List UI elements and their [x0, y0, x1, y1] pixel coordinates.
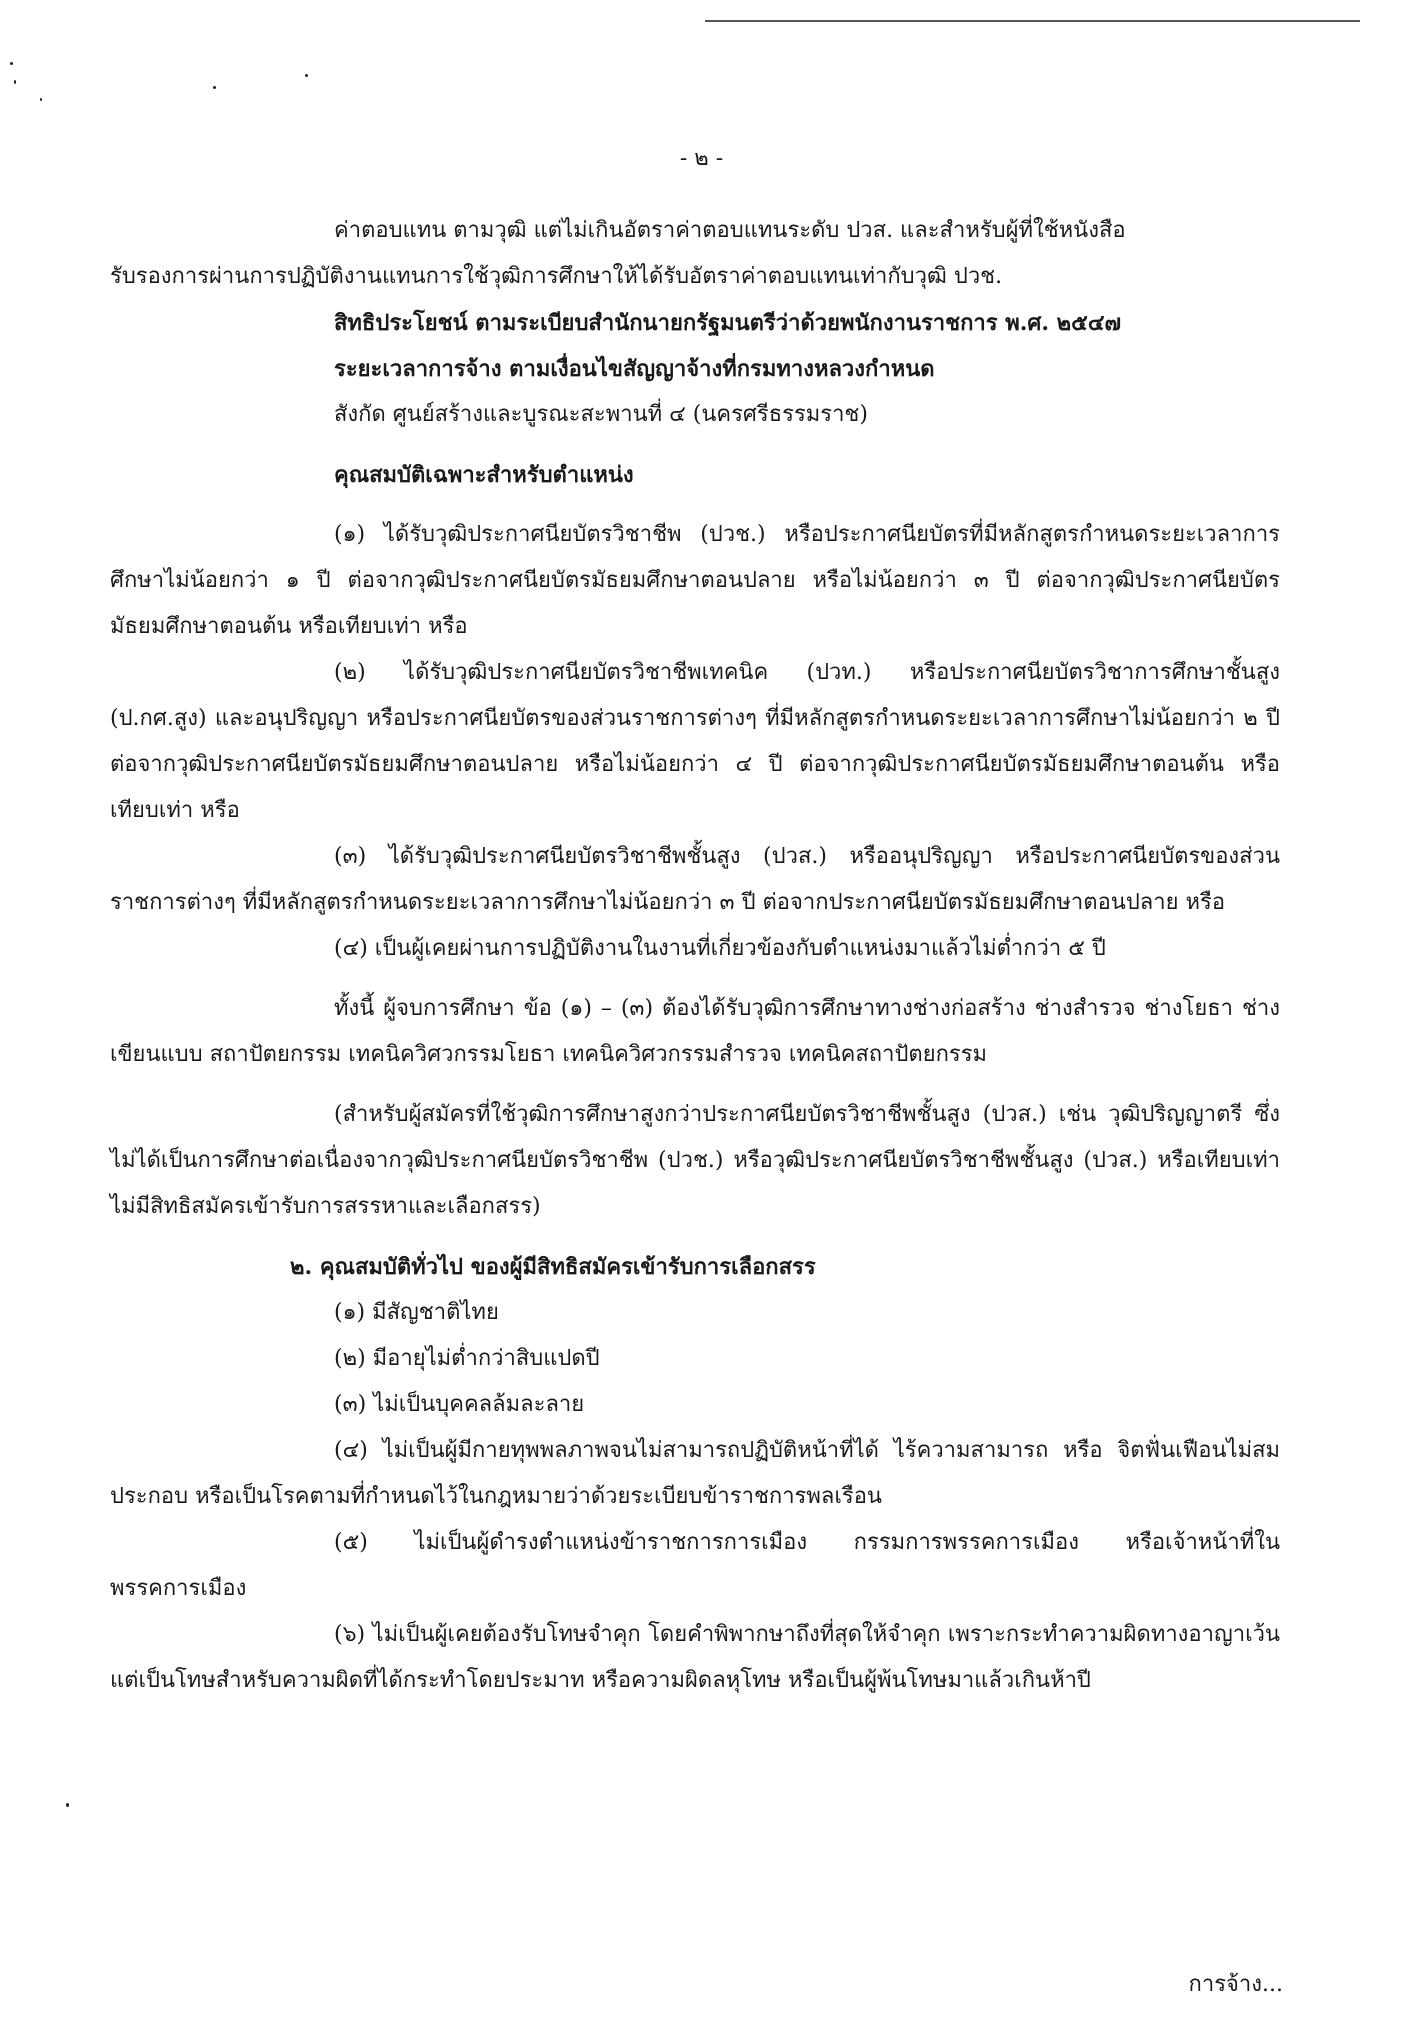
specific-qualification-3: (๓) ได้รับวุฒิประกาศนียบัตรวิชาชีพชั้นสูง (ปวส.) หรืออนุปริญญา หรือประกาศนียบัตรของส่วนราชการต่างๆ ที่มีหลักสูตรกำหนดระยะเวลาการศึกษาไม่น้อยกว่า ๓ ปี ต่อจากประกาศนียบัตรมัธยมศึกษาตอนปลาย หรือ — [110, 844, 1280, 915]
page-number: - ๒ - — [679, 146, 724, 171]
employment-period-line: ระยะเวลาการจ้าง ตามเงื่อนไขสัญญาจ้างที่กรมทางหลวงกำหนด — [334, 356, 935, 382]
higher-degree-note: (สำหรับผู้สมัครที่ใช้วุฒิการศึกษาสูงกว่าประกาศนียบัตรวิชาชีพชั้นสูง (ปวส.) เช่น วุฒิปริญญาตรี ซึ่งไม่ได้เป็นการศึกษาต่อเนื่องจากวุฒิประกาศนียบัตรวิชาชีพ (ปวช.) หรือวุฒิประกาศนียบัตรวิชาชีพชั้นสูง (ปวส.) หรือเทียบเท่า ไม่มีสิทธิสมัครเข้ารับการสรรหาและเลือกสรร) — [110, 1102, 1280, 1219]
qualification-note: ทั้งนี้ ผู้จบการศึกษา ข้อ (๑) – (๓) ต้องได้รับวุฒิการศึกษาทางช่างก่อสร้าง ช่างสำรวจ ช่างโยธา ช่างเขียนแบบ สถาปัตยกรรม เทคนิควิศวกรรมโยธา เทคนิควิศวกรรมสำรวจ เทคนิคสถาปัตยกรรม — [110, 996, 1280, 1067]
top-rule — [705, 20, 1360, 22]
scan-speck — [66, 1803, 69, 1807]
general-qualification-6: (๖) ไม่เป็นผู้เคยต้องรับโทษจำคุก โดยคำพิพากษาถึงที่สุดให้จำคุก เพราะกระทำความผิดทางอาญาเว้นแต่เป็นโทษสำหรับความผิดที่ได้กระทำโดยประมาท หรือความผิดลหุโทษ หรือเป็นผู้พ้นโทษมาแล้วเกินห้าปี — [110, 1622, 1280, 1693]
compensation-paragraph-cont: รับรองการผ่านการปฏิบัติงานแทนการใช้วุฒิการศึกษาให้ได้รับอัตราค่าตอบแทนเท่ากับวุฒิ ปวช. — [110, 264, 1003, 289]
scan-speck — [10, 62, 13, 65]
general-qualification-2: (๒) มีอายุไม่ต่ำกว่าสิบแปดปี — [334, 1346, 600, 1371]
compensation-paragraph: ค่าตอบแทน ตามวุฒิ แต่ไม่เกินอัตราค่าตอบแทนระดับ ปวส. และสำหรับผู้ที่ใช้หนังสือ — [334, 218, 1126, 243]
specific-qualification-2: (๒) ได้รับวุฒิประกาศนียบัตรวิชาชีพเทคนิค (ปวท.) หรือประกาศนียบัตรวิชาการศึกษาชั้นสูง (ป.กศ.สูง) และอนุปริญญา หรือประกาศนียบัตรของส่วนราชการต่างๆ ที่มีหลักสูตรกำหนดระยะเวลาการศึกษาไม่น้อยกว่า ๒ ปี ต่อจากวุฒิประกาศนียบัตรมัธยมศึกษาตอนปลาย หรือไม่น้อยกว่า ๔ ปี ต่อจากวุฒิประกาศนียบัตรมัธยมศึกษาตอนต้น หรือเทียบเท่า หรือ — [110, 660, 1280, 823]
affiliation-line: สังกัด ศูนย์สร้างและบูรณะสะพานที่ ๔ (นครศรีธรรมราช) — [334, 402, 868, 427]
general-qualification-1: (๑) มีสัญชาติไทย — [334, 1300, 499, 1325]
specific-qualifications-heading: คุณสมบัติเฉพาะสำหรับตำแหน่ง — [334, 462, 634, 488]
scan-speck — [213, 86, 216, 89]
general-qualification-4: (๔) ไม่เป็นผู้มีกายทุพพลภาพจนไม่สามารถปฏิบัติหน้าที่ได้ ไร้ความสามารถ หรือ จิตฟั่นเฟือนไม่สมประกอบ หรือเป็นโรคตามที่กำหนดไว้ในกฎหมายว่าด้วยระเบียบข้าราชการพลเรือน — [110, 1438, 1280, 1509]
scan-speck — [305, 74, 308, 77]
general-qualifications-heading: ๒. คุณสมบัติทั่วไป ของผู้มีสิทธิสมัครเข้ารับการเลือกสรร — [290, 1254, 816, 1280]
scan-speck — [14, 80, 16, 84]
document-body — [110, 208, 1280, 1704]
general-qualification-3: (๓) ไม่เป็นบุคคลล้มละลาย — [334, 1392, 585, 1417]
specific-qualification-4: (๔) เป็นผู้เคยผ่านการปฏิบัติงานในงานที่เกี่ยวข้องกับตำแหน่งมาแล้วไม่ต่ำกว่า ๕ ปี — [334, 936, 1106, 961]
benefits-line: สิทธิประโยชน์ ตามระเบียบสำนักนายกรัฐมนตรีว่าด้วยพนักงานราชการ พ.ศ. ๒๕๔๗ — [334, 310, 1122, 336]
general-qualification-5: (๕) ไม่เป็นผู้ดำรงตำแหน่งข้าราชการการเมือง กรรมการพรรคการเมือง หรือเจ้าหน้าที่ในพรรคการเมือง — [110, 1530, 1280, 1601]
scan-speck — [40, 98, 42, 101]
specific-qualification-1: (๑) ได้รับวุฒิประกาศนียบัตรวิชาชีพ (ปวช.) หรือประกาศนียบัตรที่มีหลักสูตรกำหนดระยะเวลาการศึกษาไม่น้อยกว่า ๑ ปี ต่อจากวุฒิประกาศนียบัตรมัธยมศึกษาตอนปลาย หรือไม่น้อยกว่า ๓ ปี ต่อจากวุฒิประกาศนียบัตรมัธยมศึกษาตอนต้น หรือเทียบเท่า หรือ — [110, 522, 1280, 639]
continuation-footer: การจ้าง... — [1188, 1972, 1283, 1997]
